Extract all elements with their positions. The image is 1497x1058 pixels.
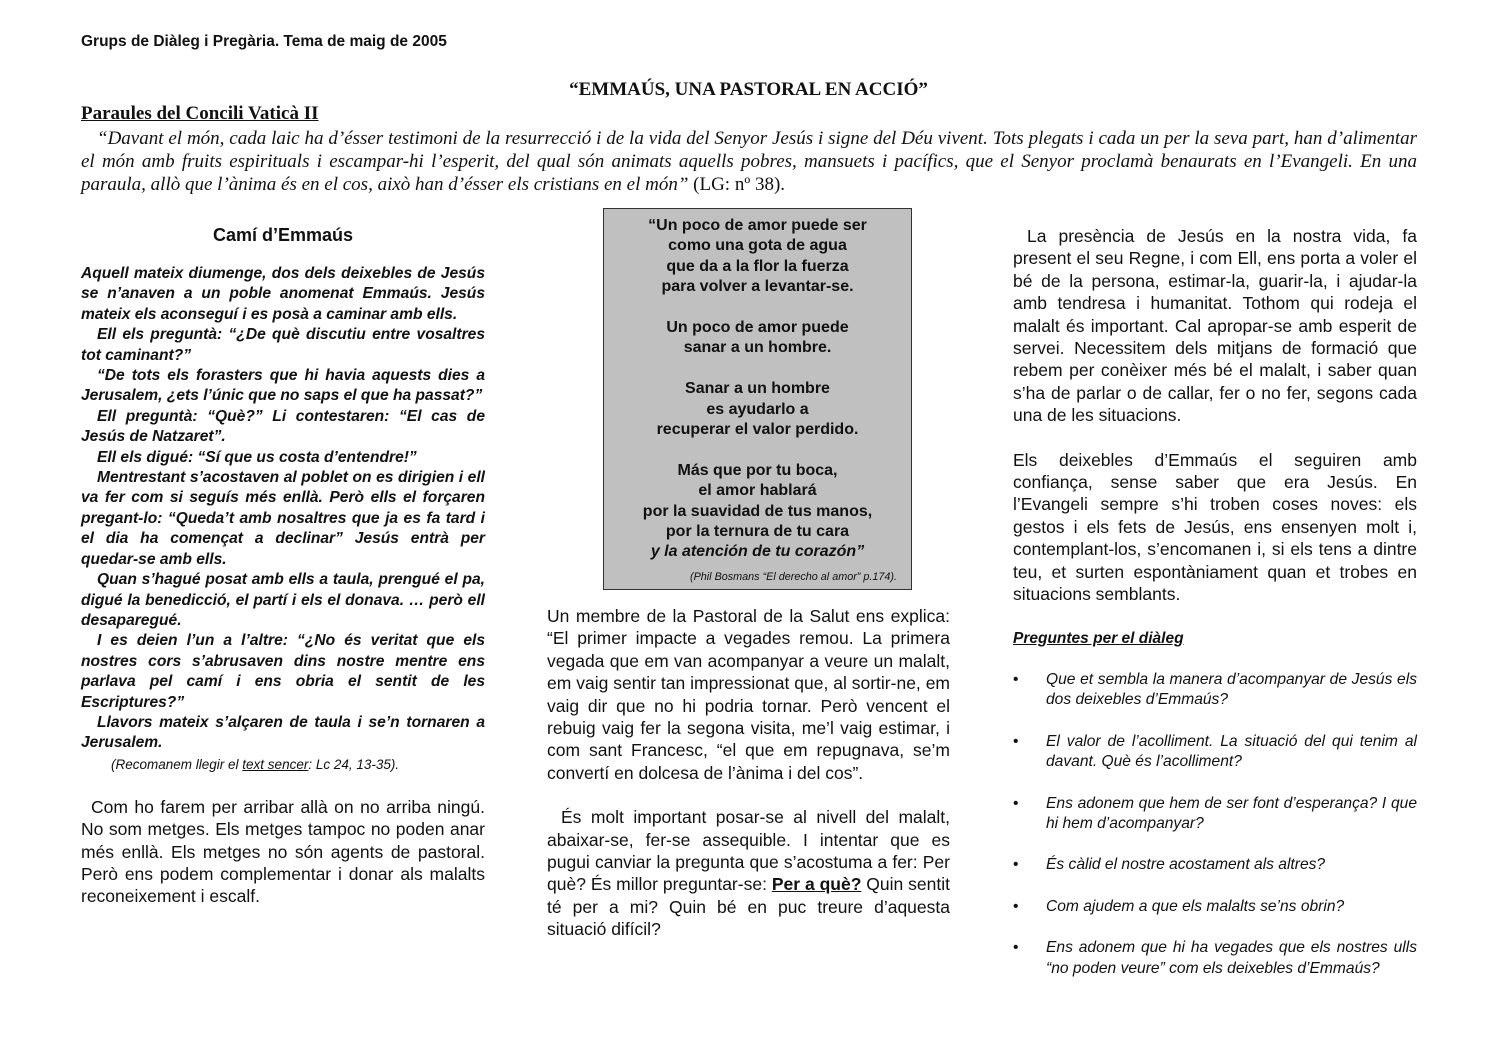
poem-line: sanar a un hombre. (683, 339, 832, 357)
question-text: Ens adonem que hem de ser font d’esperança? I que hi hem d’acompanyar? (1046, 794, 1417, 832)
gospel-paragraph: Llavors mateix s’alçaren de taula i se’n tornaren a Jerusalem. (81, 713, 485, 752)
poem (604, 209, 911, 563)
middle-paragraph-1: Un membre de la Pastoral de la Salut ens explica: “El primer impacte a vegades remou. La primera vegada que em van acompanyar a veure un malalt, em vaig sentir tan impressionat que, al sortir-ne, em vaig dir que no hi podria tornar. Però vencent el rebuig vaig fer la segona visita, me’l vaig estimar, i com sant Francesc, “el que em repugnava, se’m convertí en dolcesa de l’ànima i del cos”. (547, 606, 950, 783)
poem-line: el amor hablará (698, 482, 817, 500)
title-text: “EMMAÚS, UNA PASTORAL EN ACCIÓ” (569, 79, 928, 100)
poem-stanza (604, 318, 911, 359)
bullet-icon: • (1013, 939, 1019, 957)
poem-stanza (604, 216, 911, 298)
poem-line: como una gota de agua (668, 237, 847, 255)
gospel-paragraph: I es deien l’un a l’altre: “¿No és veritat que els nostres cors s’abrusaven dins nostre mentre ens parlava pel camí i ens obria el sentit de les Escriptures?” (81, 632, 485, 711)
poem-line: para volver a levantar-se. (661, 278, 854, 296)
gospel-paragraph: Ell els preguntà: “¿De què discutiu entre vosaltres tot caminant?” (81, 326, 485, 364)
gospel-paragraph: Mentrestant s’acostaven al poblet on es dirigien i ell va fer com si seguís més enllà. Però ells el forçaren pregant-lo: “Queda’t amb nosaltres que ja es fa tard i el dia ha començat a declinar” Jesús entrà per quedar-se amb ells. (81, 469, 485, 568)
recommendation-note (111, 756, 485, 774)
poem-line: “Un poco de amor puede ser (648, 217, 867, 234)
document-header: Grups de Diàleg i Pregària. Tema de maig de 2005 (81, 33, 447, 50)
section-title-cami-emmaus: Camí d’Emmaús (212, 225, 354, 245)
bullet-icon: • (1013, 856, 1019, 874)
question-item (1013, 897, 1417, 917)
paragraph-text: És molt important posar-se al nivell del malalt, abaixar-se, fer-se assequible. I intentar que es pugui canviar la pregunta que s’acostuma a fer: Per què? És millor preguntar-se: (547, 807, 950, 895)
council-heading: Paraules del Concili Vaticà II (81, 103, 319, 124)
left-column (81, 225, 485, 908)
poem-line: y la atención de tu corazón” (650, 543, 865, 561)
poem-line: recuperar el valor perdido. (656, 421, 859, 439)
question-item (1013, 794, 1417, 835)
poem-line: es ayudarlo a (706, 400, 809, 418)
recommend-suffix: : Lc 24, 13-35). (308, 756, 400, 772)
paragraph-text: Quin sentit té per a mi? Quin bé en puc treure d’aquesta situació difícil? (547, 874, 950, 940)
council-quote (81, 127, 1417, 196)
bullet-icon: • (1013, 732, 1019, 750)
questions-list (1013, 670, 1417, 979)
bullet-icon: • (1013, 670, 1019, 688)
full-text-link[interactable]: text sencer (242, 756, 309, 772)
document-title (0, 79, 1497, 101)
question-text: Que et sembla la manera d’acompanyar de Jesús els dos deixebles d’Emmaús? (1046, 670, 1417, 709)
gospel-paragraph: Aquell mateix diumenge, dos dels deixebles de Jesús se n’anaven a un poble anomenat Emmaús. Jesús mateix els aconseguí i es posà a caminar amb ells. (81, 265, 485, 323)
gospel-paragraph: Ell els digué: “Sí que us costa d’entendre!” (97, 448, 417, 466)
poem-line: que da a la flor la fuerza (666, 257, 849, 275)
poem-stanza (604, 461, 911, 563)
question-item (1013, 855, 1417, 875)
gospel-paragraph: “De tots els forasters que hi havia aquests dies a Jerusalem, ¿ets l’únic que no saps el que ha passat?” (81, 367, 485, 405)
bullet-icon: • (1013, 794, 1019, 812)
gospel-passage (81, 264, 485, 754)
council-quote-text: “Davant el món, cada laic ha d’ésser testimoni de la resurrecció i de la vida del Senyor Jesús i signe del Déu vivent. Tots plegats i cada un per la seva part, han d’alimentar el món amb fruits espirituals i escampar-hi l’esperit, del qual són animats aquells pobres, mansuets i pacífics, que el Senyor proclamà benaurats en l’Evangeli. En una paraula, allò que l’ànima és en el cos, això han d’ésser els cristians en el món” (81, 128, 1417, 195)
question-item (1013, 938, 1417, 979)
recommend-prefix: (Recomanem llegir el (111, 756, 243, 772)
poem-line: por la ternura de tu cara (665, 523, 850, 541)
middle-column (547, 605, 950, 941)
gospel-paragraph: Quan s’hagué posat amb ells a taula, prengué el pa, digué la benedicció, el partí i els el donava. … però ell desaparegué. (81, 571, 485, 629)
middle-paragraph-2 (547, 806, 950, 940)
question-text: Ens adonem que hi ha vegades que els nostres ulls “no poden veure” com els deixebles d’Emmaús? (1046, 939, 1417, 977)
council-reference: (LG: nº 38). (688, 174, 786, 195)
poem-source: (Phil Bosmans “El derecho al amor” p.174). (689, 571, 897, 583)
questions-heading: Preguntes per el diàleg (1013, 629, 1184, 647)
question-text: Com ajudem a que els malalts se’ns obrin? (1046, 897, 1345, 915)
poem-line: Más que por tu boca, (677, 461, 838, 479)
emphasis-per-a-que: Per a què? (771, 874, 862, 895)
bullet-icon: • (1013, 897, 1019, 915)
right-paragraph-2: Els deixebles d’Emmaús el seguiren amb confiança, sense saber que era Jesús. En l’Evangeli sempre s’hi troben coses noves: els gestos i els fets de Jesús, ens ensenyen molt i, contemplant-los, s’encomanen i, si els tens a dintre teu, et surten espontàniament quan et trobes en situacions semblants. (1013, 449, 1417, 605)
question-text: És càlid el nostre acostament als altres? (1046, 856, 1326, 874)
question-item (1013, 670, 1417, 711)
question-item (1013, 732, 1417, 773)
gospel-paragraph: Ell preguntà: “Què?” Li contestaren: “El cas de Jesús de Natzaret”. (81, 407, 485, 446)
poem-line: Sanar a un hombre (685, 380, 830, 398)
right-paragraph-1: La presència de Jesús en la nostra vida, fa present el seu Regne, i com Ell, ens porta a voler el bé de la persona, estimar-la, guarir-la, i ajudar-la amb tendresa i humanitat. Tothom qui rodeja el malalt és important. Cal apropar-se amb esperit de servei. Necessitem dels mitjans de formació que rebem per conèixer més bé el malalt, i saber quan s’ha de parlar o de callar, fer o no fer, segons cada una de les situacions. (1013, 226, 1417, 426)
left-body-paragraph: Com ho farem per arribar allà on no arriba ningú. No som metges. Els metges tampoc no poden anar més enllà. Els metges no són agents de pastoral. Però ens podem complementar i donar als malalts reconeixement i escalf. (81, 796, 485, 907)
poem-line: por la suavidad de tus manos, (642, 502, 873, 520)
question-text: El valor de l’acolliment. La situació del qui tenim al davant. Què és l’acolliment? (1046, 732, 1417, 771)
poem-quote-box (603, 208, 912, 590)
poem-line: Un poco de amor puede (666, 319, 849, 337)
right-column (1013, 225, 1417, 1000)
poem-stanza (604, 379, 911, 440)
